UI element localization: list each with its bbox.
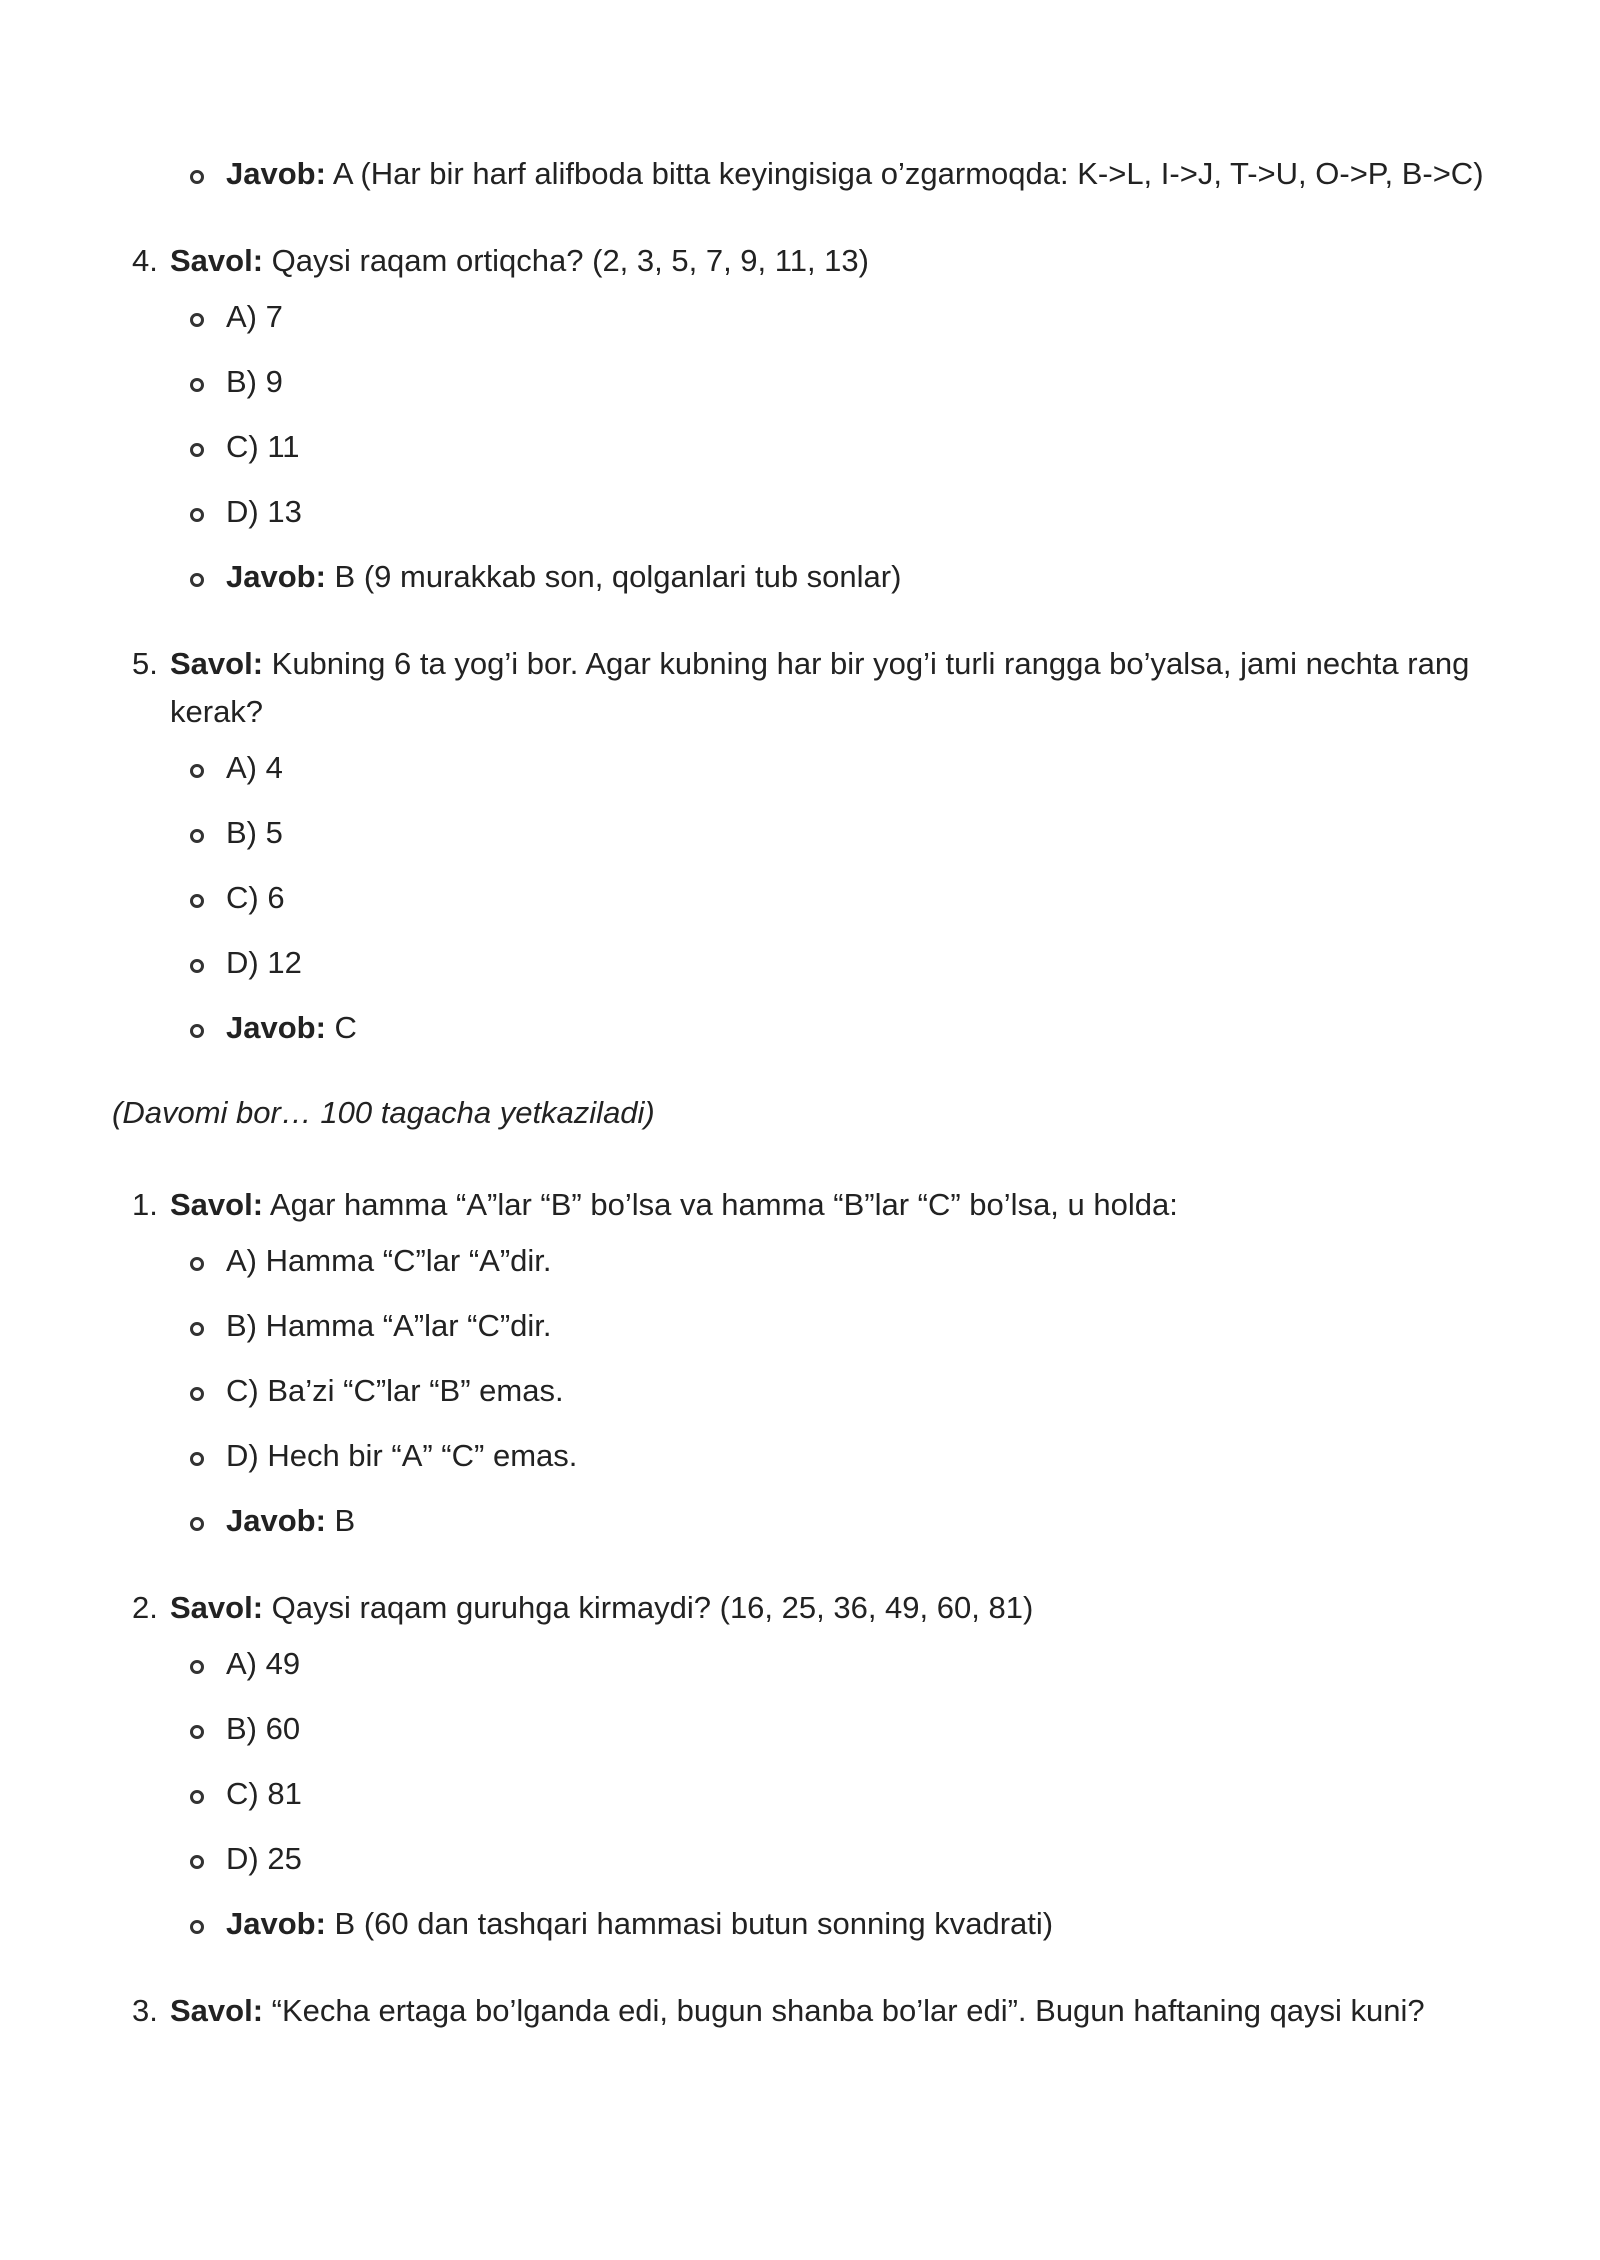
top-answer-list [0,150,1600,198]
option-item: B) 9 [0,358,1600,406]
question-text: Qaysi raqam guruhga kirmaydi? (16, 25, 36, 49, 60, 81) [263,1590,1034,1625]
answer-item [0,150,1600,198]
answer-item [0,1900,1600,1948]
answer-item [0,1004,1600,1052]
option-item: A) 4 [0,744,1600,792]
option-item: A) 49 [0,1640,1600,1688]
question-block [0,1181,1600,1545]
option-item: A) 7 [0,293,1600,341]
question-label: Savol: [170,243,264,278]
answer-label: Javob: [226,156,326,191]
question [0,640,1600,736]
question-label: Savol: [170,1187,264,1222]
question-text: Qaysi raqam ortiqcha? (2, 3, 5, 7, 9, 11, 13) [263,243,869,278]
answer-label: Javob: [226,1503,326,1538]
question-block [0,237,1600,601]
option-list [0,1640,1600,1948]
option-item: B) 5 [0,809,1600,857]
option-item: D) 12 [0,939,1600,987]
option-item: B) 60 [0,1705,1600,1753]
answer-item [0,1497,1600,1545]
option-list [0,293,1600,601]
question-number: 1. [132,1187,158,1222]
question-number: 5. [132,646,158,681]
question-block [0,1987,1600,2035]
option-list [0,1237,1600,1545]
option-item: C) 11 [0,423,1600,471]
option-item: C) 6 [0,874,1600,922]
question [0,1987,1600,2035]
option-list [0,744,1600,1052]
question-label: Savol: [170,1590,264,1625]
option-item: D) 25 [0,1835,1600,1883]
question-block [0,640,1600,1052]
question-number: 2. [132,1590,158,1625]
answer-text: B [325,1503,356,1538]
answer-text: B (9 murakkab son, qolganlari tub sonlar) [325,559,902,594]
question-text: Agar hamma “A”lar “B” bo’lsa va hamma “B”lar “C” bo’lsa, u holda: [263,1187,1178,1222]
option-item: B) Hamma “A”lar “C”dir. [0,1302,1600,1350]
question-label: Savol: [170,1993,264,2028]
question-text: Kubning 6 ta yog’i bor. Agar kubning har bir yog’i turli rangga bo’yalsa, jami nechta rang kerak? [170,646,1470,729]
question [0,1181,1600,1229]
option-item: C) 81 [0,1770,1600,1818]
answer-text: B (60 dan tashqari hammasi butun sonning kvadrati) [325,1906,1054,1941]
question-number: 4. [132,243,158,278]
answer-text: C [325,1010,357,1045]
question-text: “Kecha ertaga bo’lganda edi, bugun shanba bo’lar edi”. Bugun haftaning qaysi kuni? [263,1993,1425,2028]
question-block [0,1584,1600,1948]
question-label: Savol: [170,646,264,681]
question [0,1584,1600,1632]
continuation-note: (Davomi bor… 100 tagacha yetkaziladi) [112,1095,655,1130]
answer-label: Javob: [226,1010,326,1045]
answer-label: Javob: [226,559,326,594]
question [0,237,1600,285]
question-number: 3. [132,1993,158,2028]
option-item: A) Hamma “C”lar “A”dir. [0,1237,1600,1285]
answer-label: Javob: [226,1906,326,1941]
answer-item [0,553,1600,601]
option-item: D) Hech bir “A” “C” emas. [0,1432,1600,1480]
option-item: C) Ba’zi “C”lar “B” emas. [0,1367,1600,1415]
option-item: D) 13 [0,488,1600,536]
answer-text: A (Har bir harf alifboda bitta keyingisiga o’zgarmoqda: K->L, I->J, T->U, O->P, B->C) [325,156,1484,191]
